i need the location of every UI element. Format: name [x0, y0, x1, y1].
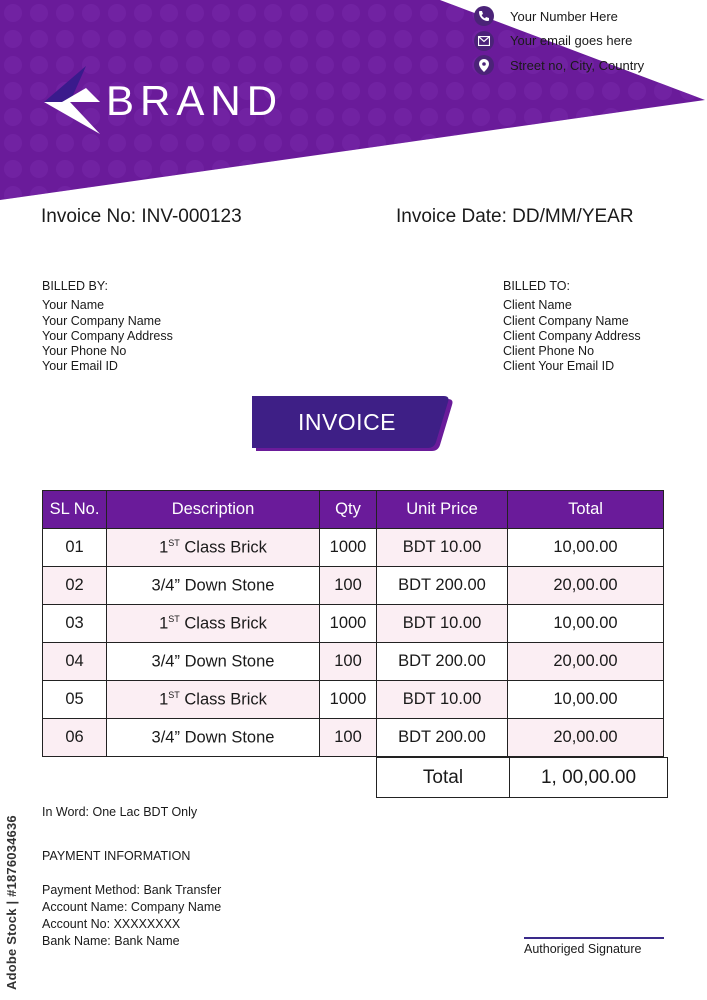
contact-phone-text: Your Number Here: [510, 8, 618, 24]
stock-watermark: Adobe Stock | #187603463​6: [4, 815, 19, 990]
cell-qty: 100: [320, 719, 377, 757]
billed-to-line: Client Company Address: [503, 328, 641, 343]
cell-sl: 06: [43, 719, 107, 757]
cell-qty: 100: [320, 643, 377, 681]
desc-text: 1: [159, 690, 169, 709]
email-icon: [474, 31, 494, 51]
grand-total-row: [377, 758, 668, 798]
desc-text-suffix: Class Brick: [179, 538, 267, 557]
desc-superscript: ST: [168, 613, 180, 624]
cell-qty: 1000: [320, 681, 377, 719]
contact-address: [474, 53, 644, 78]
cell-description: [107, 681, 320, 719]
payment-line: Account No: XXXXXXXX: [42, 917, 181, 931]
table-row: [43, 681, 664, 719]
column-header-description: Description: [107, 491, 320, 529]
payment-line: Bank Name: Bank Name: [42, 934, 180, 948]
invoice-title: INVOICE: [297, 408, 397, 435]
payment-info: [42, 882, 221, 950]
billed-by-line: Your Email ID: [42, 359, 118, 374]
cell-sl: 01: [43, 529, 107, 567]
cell-sl: 04: [43, 643, 107, 681]
cell-total: 20,00.00: [508, 567, 664, 605]
cell-description: [107, 567, 320, 605]
cell-unit-price: BDT 10.00: [377, 529, 508, 567]
cell-total: 10,00.00: [508, 605, 664, 643]
table-row: [43, 567, 664, 605]
grand-total-label: Total: [377, 758, 510, 798]
billed-to-heading: BILLED TO:: [503, 279, 570, 293]
billed-by: [42, 279, 173, 375]
invoice-date: Invoice Date: DD/MM/YEAR: [396, 206, 634, 227]
signature-line: [524, 937, 664, 939]
cell-sl: 05: [43, 681, 107, 719]
desc-superscript: ST: [168, 537, 180, 548]
billed-by-line: Your Name: [42, 298, 105, 313]
desc-text: 1: [159, 538, 169, 557]
grand-total: [376, 757, 668, 798]
contact-email: [474, 29, 644, 54]
desc-text: 3/4” Down Stone: [151, 576, 275, 595]
cell-unit-price: BDT 200.00: [377, 567, 508, 605]
cell-unit-price: BDT 200.00: [377, 719, 508, 757]
cell-sl: 02: [43, 567, 107, 605]
contact-info: [474, 4, 644, 78]
cell-description: [107, 529, 320, 567]
invoice-number: Invoice No: INV-000123: [41, 206, 242, 227]
cell-sl: 03: [43, 605, 107, 643]
column-header-sl: SL No.: [43, 491, 107, 529]
brand-name: BRAND: [106, 77, 284, 124]
cell-unit-price: BDT 10.00: [377, 681, 508, 719]
table-row: [43, 529, 664, 567]
desc-text-suffix: Class Brick: [179, 614, 267, 633]
billed-to-line: Client Name: [503, 298, 572, 313]
billed-to: [503, 279, 641, 375]
contact-address-text: Street no, City, Country: [510, 57, 645, 73]
billed-by-line: Your Company Address: [42, 328, 173, 343]
cell-unit-price: BDT 10.00: [377, 605, 508, 643]
billed-by-heading: BILLED BY:: [42, 279, 109, 293]
table-row: [43, 605, 664, 643]
desc-superscript: ST: [168, 689, 180, 700]
cell-qty: 1000: [320, 529, 377, 567]
payment-heading: PAYMENT INFORMATION: [42, 849, 191, 863]
payment-line: Account Name: Company Name: [42, 900, 222, 914]
column-header-qty: Qty: [320, 491, 377, 529]
cell-description: [107, 719, 320, 757]
table-row: [43, 643, 664, 681]
billed-to-line: Client Company Name: [503, 313, 629, 328]
cell-qty: 1000: [320, 605, 377, 643]
column-header-unit-price: Unit Price: [377, 491, 508, 529]
desc-text: 3/4” Down Stone: [151, 728, 275, 747]
brand-logo-icon: [40, 66, 104, 136]
amount-in-words: In Word: One Lac BDT Only: [42, 805, 198, 819]
billed-by-line: Your Phone No: [42, 344, 127, 359]
cell-description: [107, 643, 320, 681]
brand: [40, 66, 283, 136]
cell-total: 20,00.00: [508, 643, 664, 681]
grand-total-value: 1, 00,00.00: [510, 758, 668, 798]
contact-email-text: Your email goes here: [510, 33, 633, 49]
desc-text: 1: [159, 614, 169, 633]
table-row: [43, 719, 664, 757]
desc-text-suffix: Class Brick: [179, 690, 267, 709]
cell-total: 10,00.00: [508, 681, 664, 719]
contact-phone: [474, 4, 644, 29]
column-header-total: Total: [508, 491, 664, 529]
cell-qty: 100: [320, 567, 377, 605]
billed-by-line: Your Company Name: [42, 313, 162, 328]
cell-total: 10,00.00: [508, 529, 664, 567]
items-table: [42, 490, 664, 757]
location-icon: [474, 55, 494, 75]
billed-to-line: Client Phone No: [503, 344, 595, 359]
cell-description: [107, 605, 320, 643]
signature-label: Authoriged Signature: [524, 942, 642, 956]
cell-total: 20,00.00: [508, 719, 664, 757]
phone-icon: [474, 6, 494, 26]
table-header-row: [43, 491, 664, 529]
billed-to-line: Client Your Email ID: [503, 359, 615, 374]
payment-line: Payment Method: Bank Transfer: [42, 883, 222, 897]
cell-unit-price: BDT 200.00: [377, 643, 508, 681]
desc-text: 3/4” Down Stone: [151, 652, 275, 671]
